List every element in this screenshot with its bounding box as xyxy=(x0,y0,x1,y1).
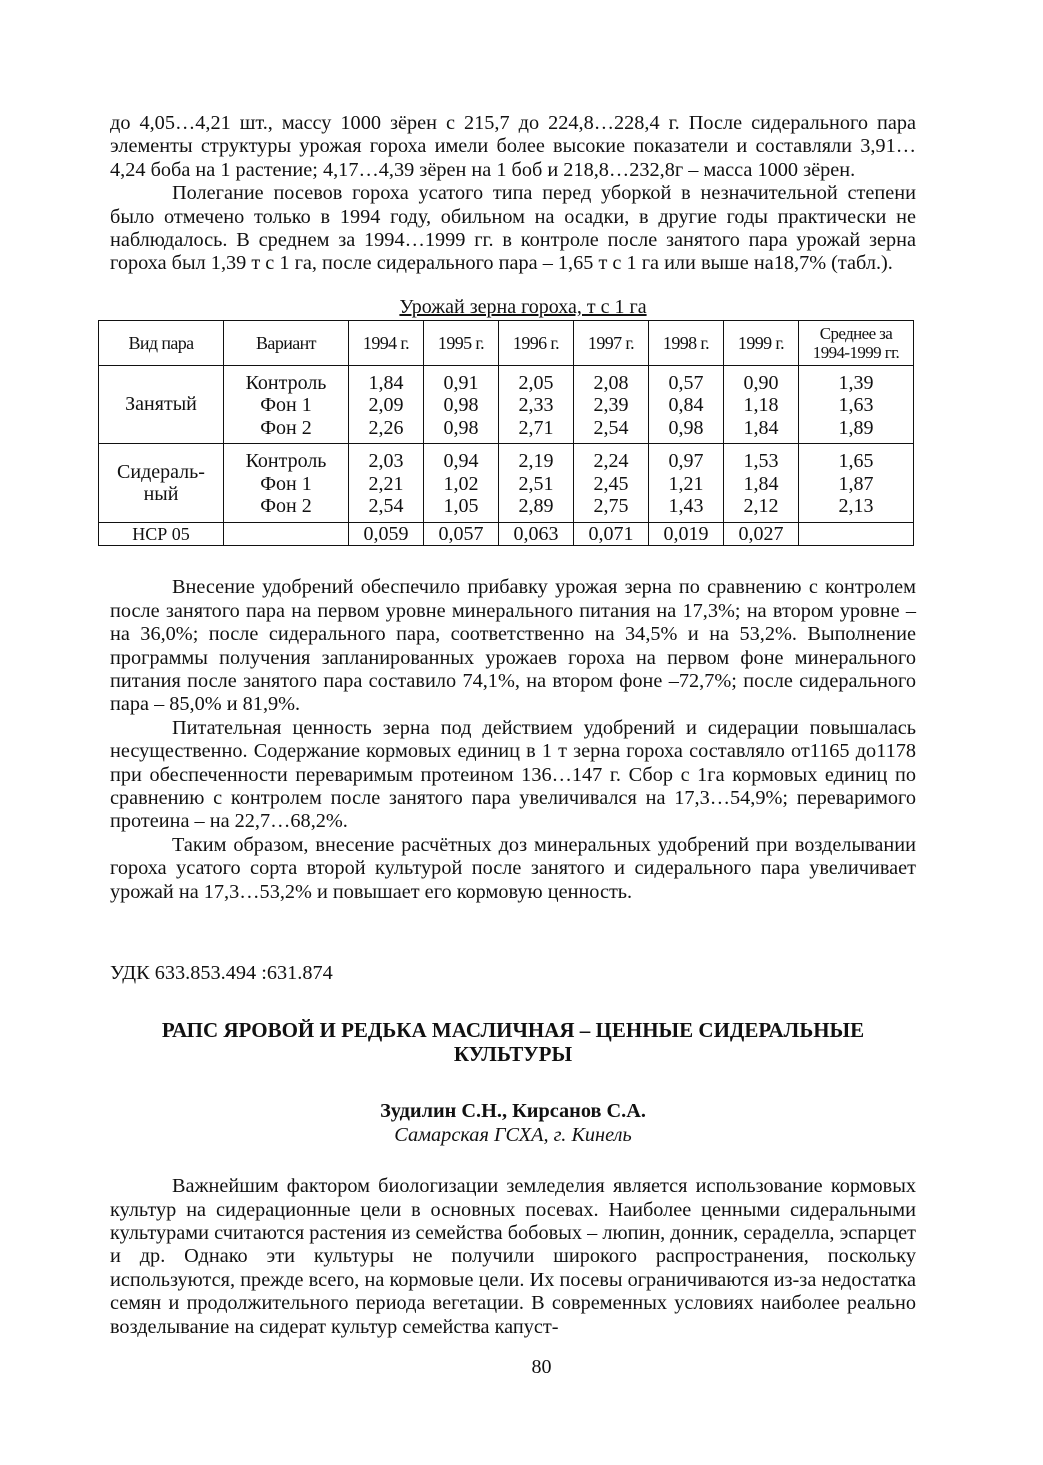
cell-value: 0,84 xyxy=(668,394,704,417)
cell-value: 2,13 xyxy=(838,495,874,518)
header-cell-average: Среднее за 1994-1999 гг. xyxy=(799,320,914,365)
cell-value: 2,89 xyxy=(518,495,554,518)
value-cell xyxy=(349,365,424,444)
header-cell: 1997 г. xyxy=(574,320,649,365)
value-cell xyxy=(724,365,799,444)
header-cell: Вид пара xyxy=(99,320,224,365)
variant-cell xyxy=(224,365,349,444)
cell-value: 0,91 xyxy=(443,371,479,394)
cell-value: 2,54 xyxy=(368,495,404,518)
cell-value: 1,63 xyxy=(838,394,874,417)
header-cell: 1995 г. xyxy=(424,320,499,365)
cell-value: 1,21 xyxy=(668,472,704,495)
value-cell xyxy=(424,444,499,523)
header-cell: 1998 г. xyxy=(649,320,724,365)
cell-value: 2,12 xyxy=(743,495,779,518)
variant-label: Фон 1 xyxy=(260,394,312,417)
cell-value: 1,84 xyxy=(743,416,779,439)
cell-value: 1,87 xyxy=(838,472,874,495)
cell-value: 2,19 xyxy=(518,450,554,473)
table-caption: Урожай зерна гороха, т с 1 га xyxy=(399,295,647,318)
value-cell xyxy=(724,444,799,523)
cell-value: 1,84 xyxy=(743,472,779,495)
hsr-value: 0,057 xyxy=(424,522,499,546)
cell-value: 0,98 xyxy=(668,416,704,439)
cell-value: 2,21 xyxy=(368,472,404,495)
header-cell: 1996 г. xyxy=(499,320,574,365)
cell-value: 2,51 xyxy=(518,472,554,495)
hsr-value: 0,019 xyxy=(649,522,724,546)
value-cell xyxy=(499,365,574,444)
value-cell xyxy=(499,444,574,523)
cell-value: 1,18 xyxy=(743,394,779,417)
value-cell xyxy=(799,444,914,523)
cell-value: 1,84 xyxy=(368,371,404,394)
cell-value: 0,98 xyxy=(443,416,479,439)
cell-value: 1,39 xyxy=(838,371,874,394)
group-name: Занятый xyxy=(99,365,224,444)
cell-value: 1,05 xyxy=(443,495,479,518)
paragraph-5: Таким образом, внесение расчётных доз минеральных удобрений при возделывании гороха усатого сорта второй культурой после занятого и сидерального пара увеличивает урожай на 17,3…53,2% и повышает его кормовую ценность. xyxy=(110,833,916,903)
hsr-value xyxy=(799,522,914,546)
variant-label: Фон 2 xyxy=(260,495,312,518)
cell-value: 1,02 xyxy=(443,472,479,495)
page-number: 80 xyxy=(531,1356,552,1378)
hsr-empty-cell xyxy=(224,522,349,546)
header-cell: 1994 г. xyxy=(349,320,424,365)
value-cell xyxy=(649,444,724,523)
cell-value: 2,71 xyxy=(518,416,554,439)
value-cell xyxy=(424,365,499,444)
table-group-row xyxy=(99,365,914,444)
cell-value: 0,90 xyxy=(743,371,779,394)
cell-value: 2,26 xyxy=(368,416,404,439)
paragraph-3: Внесение удобрений обеспечило прибавку урожая зерна по сравнению с контролем после занятого пара на первом уровне минерального питания на 17,3%; на втором уровне – на 36,0%; после сидерального пара, соответственно на 34,5% и на 53,2%. Выполнение программы получения запланированных урожаев гороха на первом фоне минерального питания после занятого пара составило 74,1%, на втором фоне –72,7%; после сидерального пара – 85,0% и 81,9%. xyxy=(110,576,916,716)
cell-value: 2,08 xyxy=(593,371,629,394)
cell-value: 1,65 xyxy=(838,450,874,473)
article-intro: Важнейшим фактором биологизации земледелия является использование кормовых культур на сидерационные цели в основных посевах. Наиболее ценными сидеральными культурами считаются растения из семейства бобовых – люпин, донник, сераделла, эспарцет и др. Однако эти культуры не получили широкого распространения, поскольку используются, прежде всего, на кормовые цели. Их посевы ограничиваются из-за недостатка семян и продолжительного периода вегетации. В современных условиях наиболее реально возделывание на сидерат культур семейства капуст- xyxy=(110,1175,916,1338)
cell-value: 0,98 xyxy=(443,394,479,417)
article-affiliation: Самарская ГСХА, г. Кинель xyxy=(394,1123,632,1146)
table-hsr-row xyxy=(99,522,914,546)
cell-value: 0,94 xyxy=(443,450,479,473)
variant-cell xyxy=(224,444,349,523)
hsr-value: 0,063 xyxy=(499,522,574,546)
variant-label: Фон 2 xyxy=(260,416,312,439)
cell-value: 2,75 xyxy=(593,495,629,518)
cell-value: 2,45 xyxy=(593,472,629,495)
page-content xyxy=(110,112,916,1339)
value-cell xyxy=(799,365,914,444)
cell-value: 2,24 xyxy=(593,450,629,473)
cell-value: 2,09 xyxy=(368,394,404,417)
header-cell: 1999 г. xyxy=(724,320,799,365)
paragraph-4: Питательная ценность зерна под действием удобрений и сидерации повышалась несущественно. Содержание кормовых единиц в 1 т зерна гороха составляло от1165 до1178 при обеспеченности переваримым протеином 136…147 г. Сбор с 1га кормовых единиц по сравнению с контролем после занятого пара увеличивался на 17,3…54,9%; переваримого протеина – на 22,7…68,2%. xyxy=(110,716,916,833)
hsr-label: НСР 05 xyxy=(99,522,224,546)
hsr-value: 0,071 xyxy=(574,522,649,546)
value-cell xyxy=(349,444,424,523)
paragraph-1: до 4,05…4,21 шт., массу 1000 зёрен с 215,7 до 224,8…228,4 г. После сидерального пара элементы структуры урожая гороха имели более высокие показатели и составляли 3,91…4,24 боба на 1 растение; 4,17…4,39 зёрен на 1 боб и 218,8…232,8г – масса 1000 зёрен. xyxy=(110,112,916,181)
cell-value: 2,05 xyxy=(518,371,554,394)
hsr-value: 0,059 xyxy=(349,522,424,546)
group-name: Сидераль-ный xyxy=(99,444,224,523)
hsr-value: 0,027 xyxy=(724,522,799,546)
table-group-row xyxy=(99,444,914,523)
cell-value: 1,89 xyxy=(838,416,874,439)
udk-code: УДК 633.853.494 :631.874 xyxy=(110,962,333,985)
cell-value: 1,53 xyxy=(743,450,779,473)
value-cell xyxy=(574,444,649,523)
article-title: РАПС ЯРОВОЙ И РЕДЬКА МАСЛИЧНАЯ – ЦЕННЫЕ СИДЕРАЛЬНЫЕ КУЛЬТУРЫ xyxy=(161,1018,865,1066)
paragraph-2: Полегание посевов гороха усатого типа перед уборкой в незначительной степени было отмечено только в 1994 году, обильном на осадки, в другие годы практически не наблюдалось. В среднем за 1994…1999 гг. в контроле после занятого пара урожай зерна гороха был 1,39 т с 1 га, после сидерального пара – 1,65 т с 1 га или выше на18,7% (табл.). xyxy=(110,182,916,275)
cell-value: 0,97 xyxy=(668,450,704,473)
cell-value: 2,33 xyxy=(518,394,554,417)
article-authors: Зудилин С.Н., Кирсанов С.А. xyxy=(380,1100,646,1123)
cell-value: 1,43 xyxy=(668,495,704,518)
table-header-row xyxy=(99,320,914,365)
cell-value: 2,39 xyxy=(593,394,629,417)
variant-label: Контроль xyxy=(245,450,327,473)
cell-value: 2,54 xyxy=(593,416,629,439)
value-cell xyxy=(574,365,649,444)
cell-value: 0,57 xyxy=(668,371,704,394)
cell-value: 2,03 xyxy=(368,450,404,473)
variant-label: Фон 1 xyxy=(260,472,312,495)
variant-label: Контроль xyxy=(245,371,327,394)
header-cell: Вариант xyxy=(224,320,349,365)
value-cell xyxy=(649,365,724,444)
yield-table xyxy=(98,320,914,547)
